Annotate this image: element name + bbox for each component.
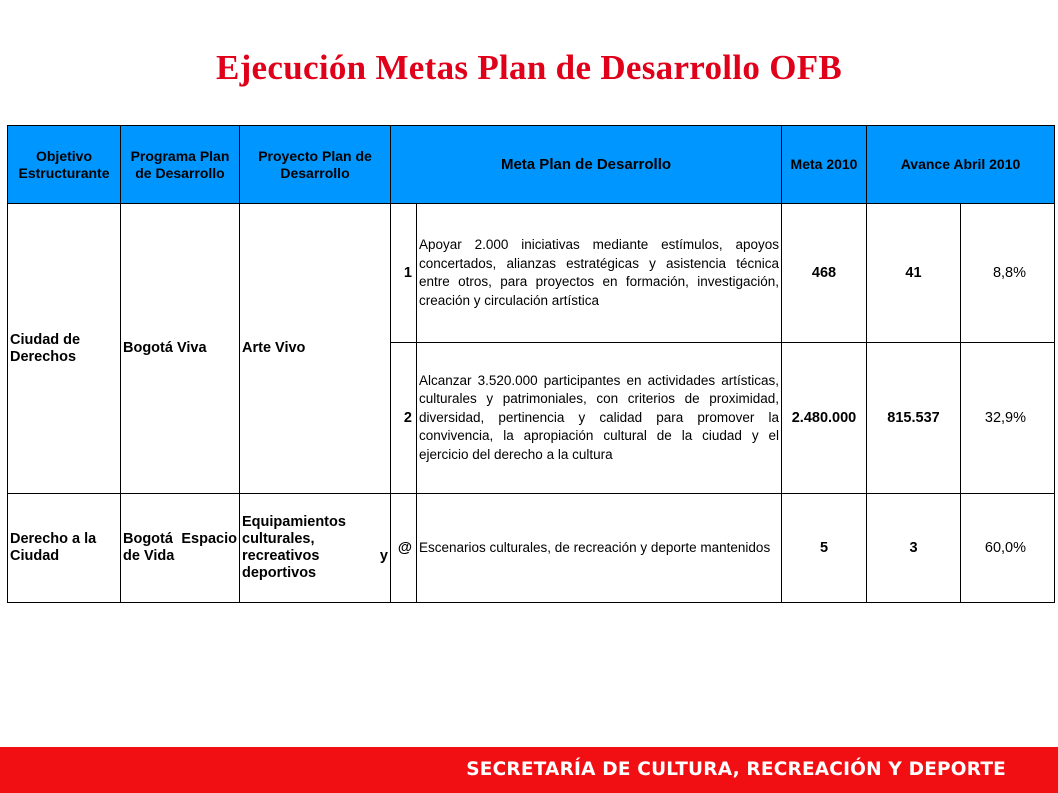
header-meta-plan: Meta Plan de Desarrollo	[391, 126, 782, 204]
meta-index-cell: @	[391, 494, 417, 603]
table-header-row	[8, 126, 1055, 204]
avance-cell: 41	[867, 204, 961, 343]
porcentaje-cell: 32,9%	[961, 343, 1055, 494]
page-title: Ejecución Metas Plan de Desarrollo OFB	[215, 48, 843, 87]
objetivo-cell: Ciudad de Derechos	[8, 204, 121, 494]
metas-table	[7, 125, 1055, 603]
avance-cell: 815.537	[867, 343, 961, 494]
avance-cell: 3	[867, 494, 961, 603]
meta-2010-cell: 2.480.000	[782, 343, 867, 494]
header-proyecto: Proyecto Plan de Desarrollo	[240, 126, 391, 204]
meta-index-cell: 1	[391, 204, 417, 343]
footer-bar	[0, 747, 1058, 793]
meta-description-cell: Apoyar 2.000 iniciativas mediante estímulos, apoyos concertados, alianzas estratégicas y asistencia técnica entre otros, para proyectos en formación, investigación, creación y circulación artística	[417, 204, 782, 343]
porcentaje-cell: 60,0%	[961, 494, 1055, 603]
header-avance: Avance Abril 2010	[867, 126, 1055, 204]
header-meta-2010: Meta 2010	[782, 126, 867, 204]
meta-description-cell: Escenarios culturales, de recreación y deporte mantenidos	[417, 494, 782, 603]
table-row	[8, 494, 1055, 603]
meta-description-cell: Alcanzar 3.520.000 participantes en actividades artísticas, culturales y patrimoniales, con criterios de proximidad, diversidad, pertinencia y calidad para promover la convivencia, la apropiación cultural de la ciudad y el ejercicio del derecho a la cultura	[417, 343, 782, 494]
footer-text: SECRETARÍA DE CULTURA, RECREACIÓN Y DEPORTE	[466, 759, 1006, 780]
table-row	[8, 204, 1055, 343]
proyecto-cell: Equipamientos culturales, recreativos y deportivos	[240, 494, 391, 603]
porcentaje-cell: 8,8%	[961, 204, 1055, 343]
proyecto-cell: Arte Vivo	[240, 204, 391, 494]
programa-cell: Bogotá Viva	[121, 204, 240, 494]
meta-index-cell: 2	[391, 343, 417, 494]
meta-2010-cell: 468	[782, 204, 867, 343]
header-programa: Programa Plan de Desarrollo	[121, 126, 240, 204]
meta-2010-cell: 5	[782, 494, 867, 603]
objetivo-cell: Derecho a la Ciudad	[8, 494, 121, 603]
programa-cell: Bogotá Espacio de Vida	[121, 494, 240, 603]
header-objetivo: Objetivo Estructurante	[8, 126, 121, 204]
